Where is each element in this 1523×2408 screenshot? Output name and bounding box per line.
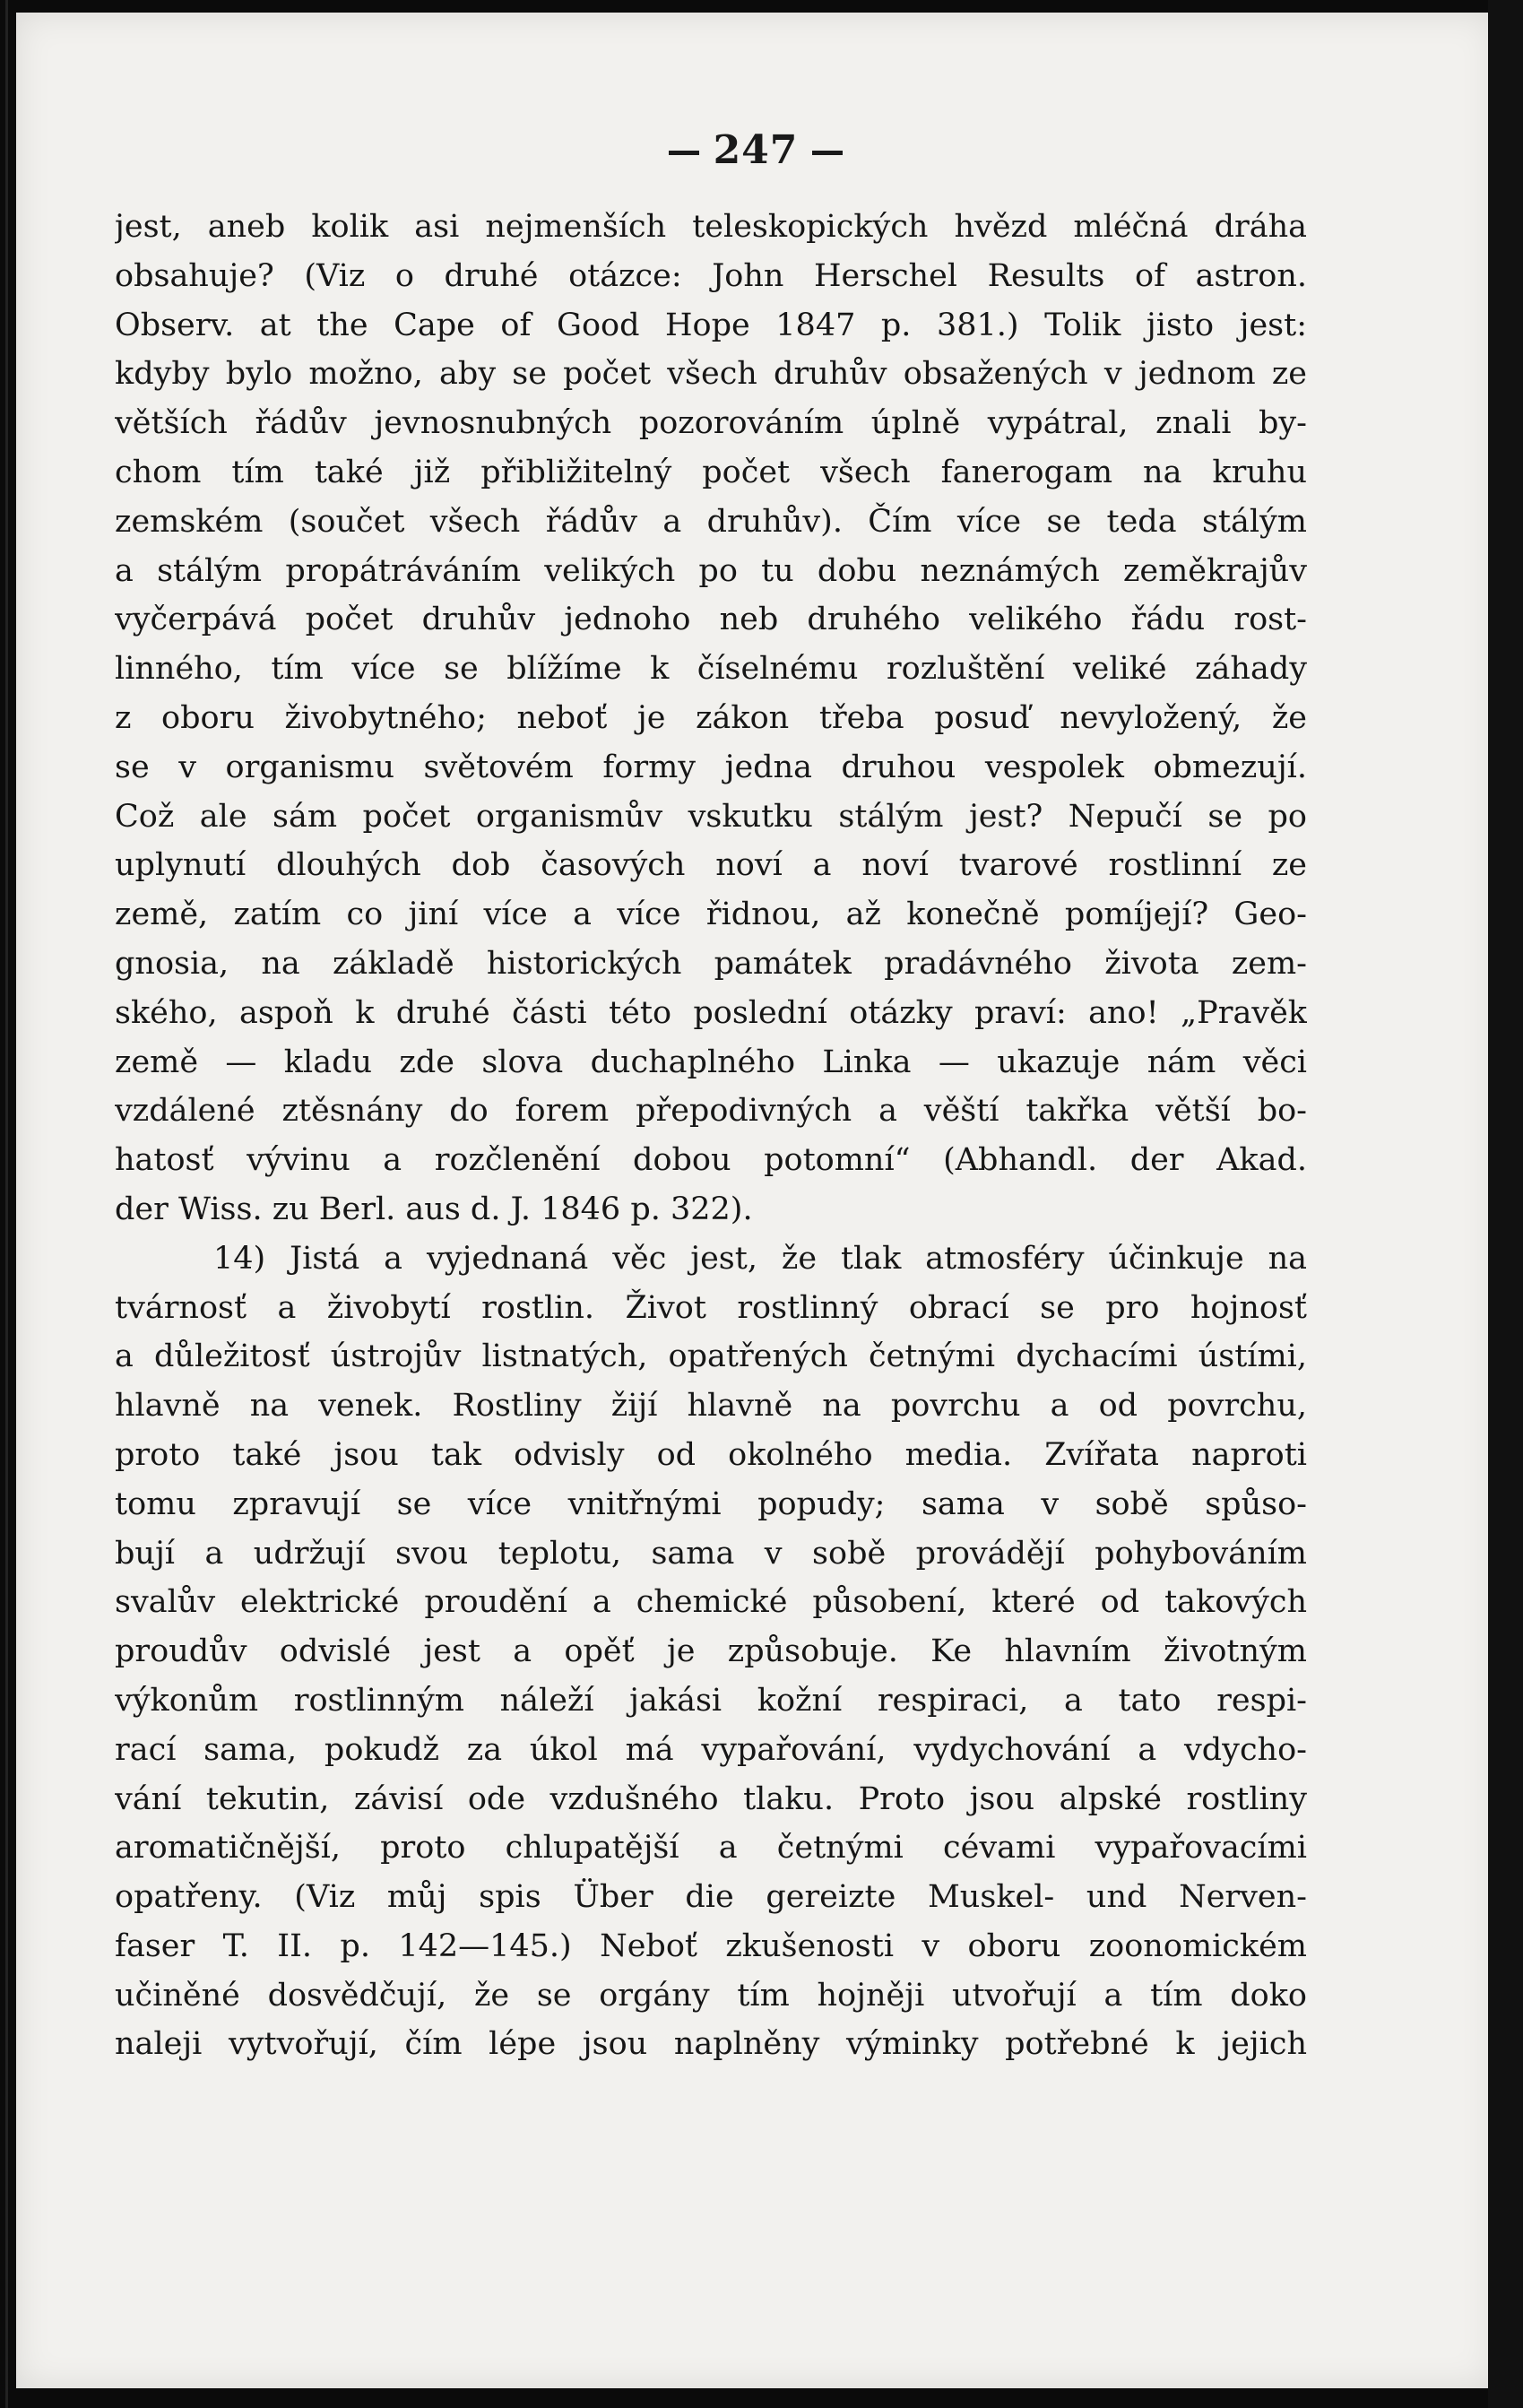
- text-line: proudův odvislé jest a opěť je způsobuje. Ke hlavním životným: [115, 1633, 1307, 1670]
- text-line: výkonům rostlinným náleží jakási kožní respiraci, a tato respi-: [115, 1682, 1307, 1719]
- text-line: faser T. II. p. 142—145.) Neboť zkušenosti v oboru zoonomickém: [115, 1927, 1307, 1964]
- text-line: obsahuje? (Viz o druhé otázce: John Herschel Results of astron.: [115, 257, 1307, 294]
- text-line: zemském (součet všech řádův a druhův). Čím více se teda stálým: [115, 503, 1307, 540]
- dash-left: [669, 151, 699, 155]
- text-line: linného, tím více se blížíme k číselnému rozluštění veliké záhady: [115, 651, 1307, 688]
- text-line: uplynutí dlouhých dob časových noví a noví tvarové rostlinní ze: [115, 847, 1307, 884]
- page-number-value: 247: [713, 127, 799, 173]
- text-line: Observ. at the Cape of Good Hope 1847 p. 381.) Tolik jisto jest:: [115, 307, 1307, 343]
- text-line: opatřeny. (Viz můj spis Über die gereizte Muskel- und Nerven-: [115, 1879, 1307, 1916]
- text-line: bují a udržují svou teplotu, sama v sobě provádějí pohybováním: [115, 1535, 1307, 1572]
- text-line: kdyby bylo možno, aby se počet všech druhův obsažených v jednom ze: [115, 356, 1307, 393]
- text-line: hlavně na venek. Rostliny žijí hlavně na povrchu a od povrchu,: [115, 1388, 1307, 1425]
- text-line: aromatičnější, proto chlupatější a četnými cévami vypařovacími: [115, 1830, 1307, 1867]
- body-text: [115, 203, 1307, 2069]
- text-line: jest, aneb kolik asi nejmenších teleskopických hvězd mléčná dráha: [115, 209, 1307, 245]
- text-line: větších řádův jevnosnubných pozorováním úplně vypátral, znali by-: [115, 405, 1307, 442]
- text-line: vání tekutin, závisí ode vzdušného tlaku. Proto jsou alpské rostliny: [115, 1780, 1307, 1817]
- text-line: rací sama, pokudž za úkol má vypařování, vydychování a vdycho-: [115, 1731, 1307, 1768]
- text-line: tomu zpravují se více vnitřnými popudy; sama v sobě spůso-: [115, 1486, 1307, 1522]
- text-line: svalův elektrické proudění a chemické působení, které od takových: [115, 1584, 1307, 1621]
- book-page: [16, 13, 1495, 2388]
- scan-left-edge: [5, 0, 8, 2408]
- text-line: vzdálené ztěsnány do forem přepodivných a věští takřka větší bo-: [115, 1093, 1307, 1130]
- text-line: gnosia, na základě historických památek pradávného života zem-: [115, 945, 1307, 982]
- text-line: a stálým propátráváním velikých po tu dobu neznámých zeměkrajův: [115, 552, 1307, 589]
- page-header: [16, 127, 1495, 173]
- text-line-paragraph-end: der Wiss. zu Berl. aus d. J. 1846 p. 322).: [115, 1191, 753, 1227]
- scan-right-edge: [1488, 0, 1523, 2408]
- text-line: tvárnosť a živobytí rostlin. Život rostlinný obrací se pro hojnosť: [115, 1289, 1307, 1326]
- text-line: vyčerpává počet druhův jednoho neb druhého velikého řádu rost-: [115, 602, 1307, 638]
- dash-right: [812, 151, 843, 155]
- text-line: a důležitosť ústrojův listnatých, opatřených četnými dychacími ústími,: [115, 1338, 1307, 1375]
- text-line: se v organismu světovém formy jedna druhou vespolek obmezují.: [115, 749, 1307, 785]
- text-line: Což ale sám počet organismův vskutku stálým jest? Nepučí se po: [115, 798, 1307, 835]
- text-line: ského, aspoň k druhé části této poslední otázky praví: ano! „Pravěk: [115, 994, 1307, 1031]
- text-line-paragraph-start: 14) Jistá a vyjednaná věc jest, že tlak atmosféry účinkuje na: [213, 1240, 1307, 1277]
- text-line: z oboru živobytného; neboť je zákon třeba posuď nevyložený, že: [115, 699, 1307, 736]
- text-line: proto také jsou tak odvisly od okolného media. Zvířata naproti: [115, 1436, 1307, 1473]
- text-line: země — kladu zde slova duchaplného Linka — ukazuje nám věci: [115, 1044, 1307, 1080]
- page-number: [654, 127, 858, 173]
- text-line: hatosť vývinu a rozčlenění dobou potomní“ (Abhandl. der Akad.: [115, 1142, 1307, 1179]
- text-line: naleji vytvořují, čím lépe jsou naplněny výminky potřebné k jejich: [115, 2026, 1307, 2063]
- text-line: země, zatím co jiní více a více řidnou, až konečně pomíjejí? Geo-: [115, 897, 1307, 933]
- text-line: chom tím také již přibližitelný počet všech fanerogam na kruhu: [115, 454, 1307, 490]
- text-line: učiněné dosvědčují, že se orgány tím hojněji utvořují a tím doko: [115, 1977, 1307, 2014]
